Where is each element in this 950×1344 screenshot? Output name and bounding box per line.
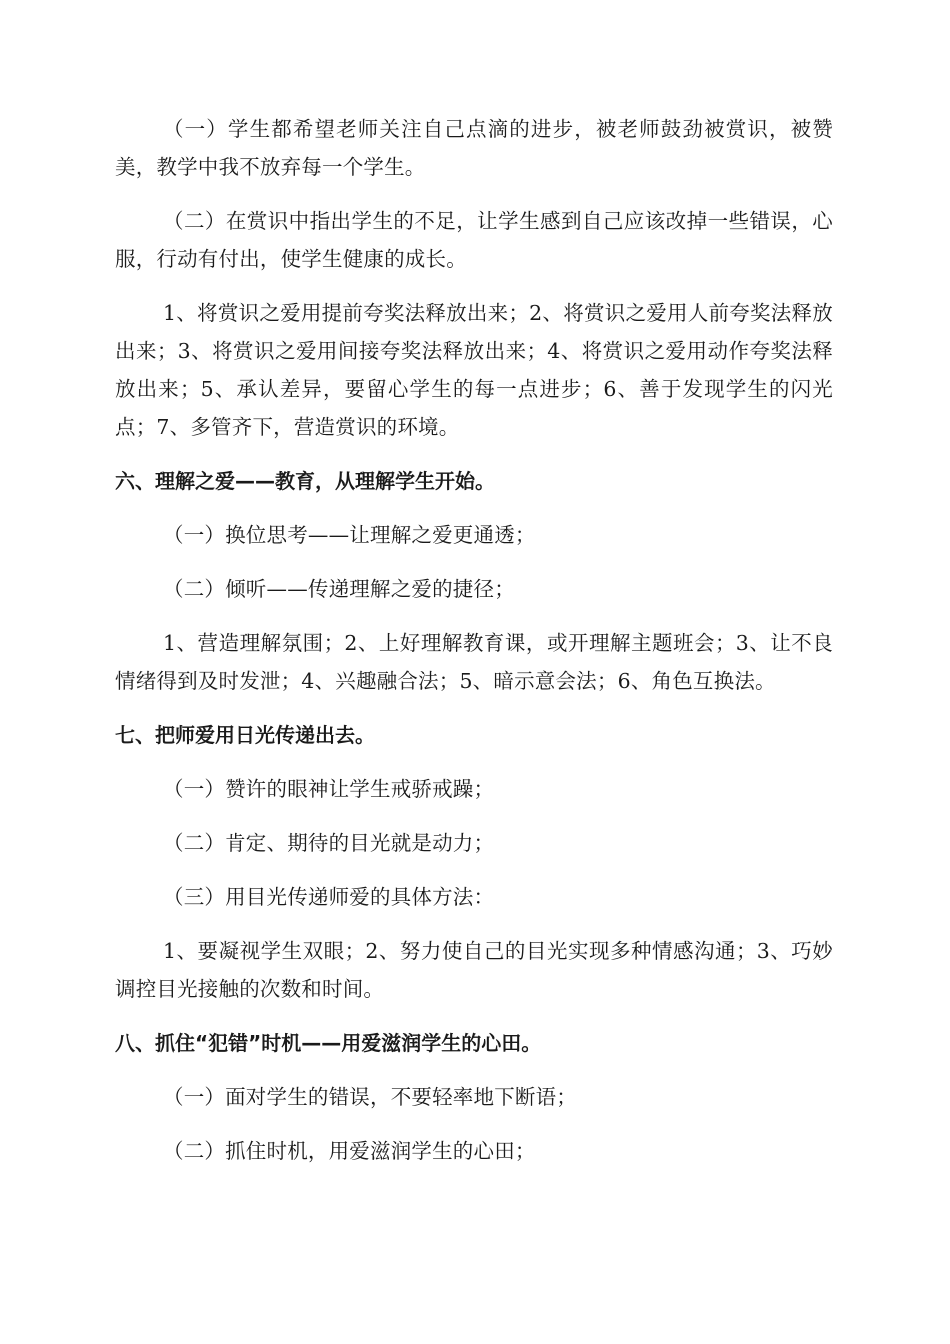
- paragraph-understanding-2: （二）倾听——传递理解之爱的捷径；: [163, 577, 515, 601]
- paragraph-mistake-1: （一）面对学生的错误，不要轻率地下断语；: [163, 1085, 577, 1109]
- paragraph-gaze-2: （二）肯定、期待的目光就是动力；: [163, 831, 495, 855]
- paragraph-gaze-methods: 1、要凝视学生双眼；2、努力使自己的目光实现多种情感沟通；3、巧妙调控目光接触的次数和时间。: [115, 939, 833, 1001]
- section-heading-7: 七、把师爱用日光传递出去。: [115, 723, 375, 747]
- section-heading-6: 六、理解之爱——教育，从理解学生开始。: [115, 469, 495, 493]
- section-heading-8: 八、抓住“犯错”时机——用爱滋润学生的心田。: [115, 1031, 542, 1055]
- paragraph-gaze-1: （一）赞许的眼神让学生戒骄戒躁；: [163, 777, 495, 801]
- paragraph-appreciation-methods: 1、将赏识之爱用提前夸奖法释放出来；2、将赏识之爱用人前夸奖法释放出来；3、将赏识之爱用间接夸奖法释放出来；4、将赏识之爱用动作夸奖法释放出来；5、承认差异，要留心学生的每一点进步；6、善于发现学生的闪光点；7、多管齐下，营造赏识的环境。: [115, 301, 833, 439]
- document-page: [115, 110, 833, 1186]
- paragraph-understanding-1: （一）换位思考——让理解之爱更通透；: [163, 523, 536, 547]
- paragraph-understanding-methods: 1、营造理解氛围；2、上好理解教育课，或开理解主题班会；3、让不良情绪得到及时发泄；4、兴趣融合法；5、暗示意会法；6、角色互换法。: [115, 631, 833, 693]
- paragraph-appreciation-2: （二）在赏识中指出学生的不足，让学生感到自己应该改掉一些错误，心服，行动有付出，使学生健康的成长。: [115, 209, 833, 271]
- paragraph-appreciation-1: （一）学生都希望老师关注自己点滴的进步，被老师鼓劲被赏识，被赞美，教学中我不放弃每一个学生。: [115, 117, 833, 179]
- paragraph-mistake-2: （二）抓住时机，用爱滋润学生的心田；: [163, 1139, 536, 1163]
- paragraph-gaze-3: （三）用目光传递师爱的具体方法：: [163, 885, 495, 909]
